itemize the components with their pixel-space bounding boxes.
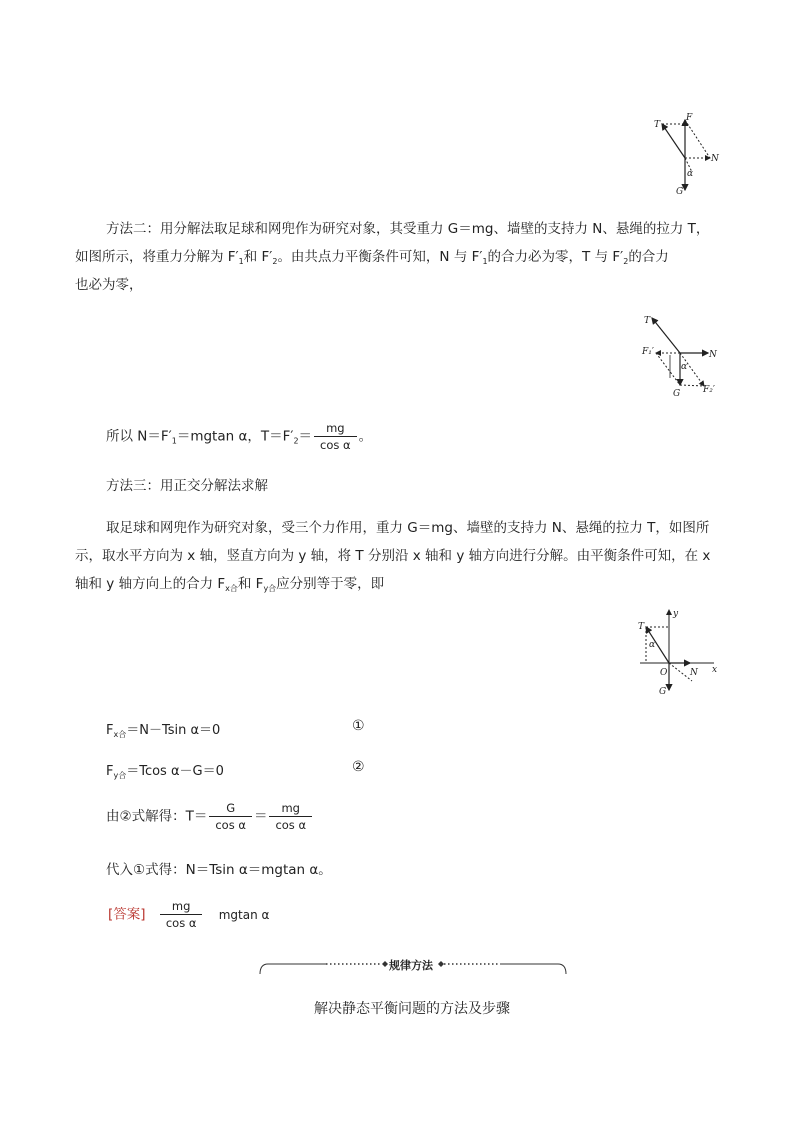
solve-fraction-1: $\frac{G}{\text{cos α}}$ xyxy=(209,800,252,833)
fig3-label-alpha: α xyxy=(649,640,656,650)
fig1-label-N: N xyxy=(711,154,719,164)
fig3-label-N: N xyxy=(690,668,698,678)
fig2-label-F2: F₂′ xyxy=(703,385,715,395)
fig2-label-T: T xyxy=(644,316,651,326)
banner-label: 规律方法 xyxy=(389,959,433,972)
answer-tag: [答案] xyxy=(108,906,146,923)
method2-line3: 也必为零， xyxy=(75,277,143,293)
fig1-label-F: F xyxy=(686,113,693,123)
method-banner xyxy=(258,956,568,978)
fig2-label-N: N xyxy=(709,350,717,360)
fig3-label-O: O xyxy=(660,668,668,678)
fig2-label-G: G xyxy=(673,389,681,399)
equation-2: $F_{y合}=Tcos$ α－G＝0 xyxy=(106,764,224,780)
method2-line2: 如图所示，将重力分解为 $F'_1$和 $F'_2$。由共点力平衡条件可知，N 与 $F'_1$的合力必为零，T 与 $F'_2$的合力 xyxy=(75,249,669,266)
fig3-label-G: G xyxy=(659,687,667,697)
fig2-label-F1: F₁′ xyxy=(642,347,654,357)
result-fraction: $\frac{mg}{\text{cos α}}$ xyxy=(314,420,357,453)
method3-title: 方法三：用正交分解法求解 xyxy=(106,478,268,494)
force-diagram-1 xyxy=(648,110,720,198)
method2-result: 所以 $N=F'_1=mgtan$ α，$T=F'_2=$ $\frac{mg}{\text{cos α}}$ 。 xyxy=(106,421,373,452)
answer-rest: mgtan α xyxy=(218,907,270,922)
fig1-label-G: G xyxy=(676,187,684,197)
fig3-label-x: x xyxy=(712,665,718,675)
fig1-label-T: T xyxy=(654,120,661,130)
force-diagram-2 xyxy=(640,310,725,402)
fig2-label-alpha: α xyxy=(681,362,688,372)
substitute-line: 代入①式得：N＝Tsin α＝mgtan α。 xyxy=(106,862,332,878)
force-diagram-3 xyxy=(634,605,724,697)
equation-1-mark: ① xyxy=(352,718,365,734)
fig1-label-alpha: α xyxy=(687,169,694,179)
equation-2-mark: ② xyxy=(352,759,365,775)
solve-line: 由②式解得：T＝ $\frac{G}{\text{cos α}}$ ＝ $\frac{mg}{\text{cos α}}$ xyxy=(106,800,314,833)
fig3-label-T: T xyxy=(638,622,645,632)
method3-line3: 轴和 y 轴方向上的合力 $F_{x合}$和 $F_{y合}$应分别等于零，即 xyxy=(75,576,385,593)
equation-1: $F_{x合}=N-Tsin$ α＝0 xyxy=(106,723,221,739)
method3-line2: 示，取水平方向为 x 轴，竖直方向为 y 轴，将 T 分别沿 x 轴和 y 轴方向进行分解。由平衡条件可知，在 x xyxy=(75,548,711,564)
answer-fraction: $\frac{mg}{\text{cos α}}$ xyxy=(160,898,203,931)
solve-fraction-2: $\frac{mg}{\text{cos α}}$ xyxy=(269,800,312,833)
method3-line1: 取足球和网兜作为研究对象，受三个力作用，重力 G＝mg、墙壁的支持力 N、悬绳的拉力 T，如图所 xyxy=(106,520,710,536)
section-title: 解决静态平衡问题的方法及步骤 xyxy=(314,1001,510,1017)
answer-line xyxy=(108,898,269,931)
fig3-label-y: y xyxy=(673,609,679,619)
method2-line1: 方法二：用分解法取足球和网兜作为研究对象，其受重力 G＝mg、墙壁的支持力 N、悬绳的拉力 T， xyxy=(106,221,710,237)
